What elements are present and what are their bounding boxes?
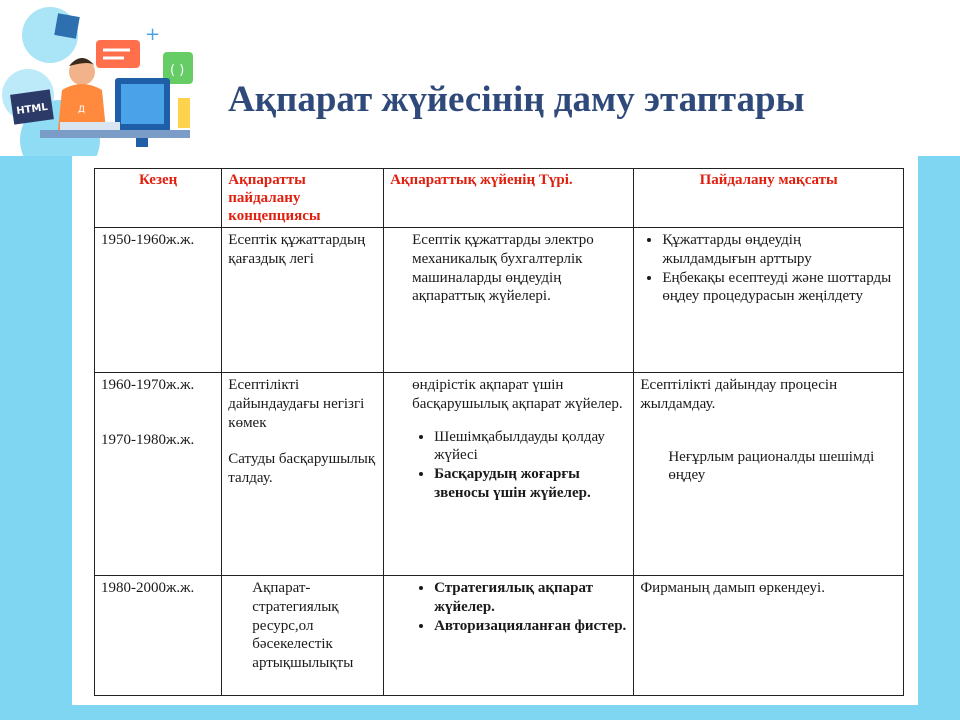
- concept-cell: Есептілікті дайындаудағы негізгі көмек Сатуды басқарушылық талдау.: [222, 373, 384, 576]
- header-period: Кезең: [95, 169, 222, 228]
- table-row: [95, 576, 904, 696]
- period-cell: 1950-1960ж.ж.: [95, 228, 222, 373]
- table-row: [95, 228, 904, 373]
- bottom-decor-strip: [0, 705, 960, 720]
- list-item: • Шешімқабылдауды қолдау жүйесі: [434, 428, 627, 466]
- svg-text:( ): ( ): [170, 63, 185, 78]
- header-type: Ақпараттық жүйенің Түрі.: [384, 169, 634, 228]
- svg-text:+: +: [145, 24, 161, 45]
- purpose-cell: Фирманың дамып өркендеуі.: [634, 576, 904, 696]
- right-decor-strip: [918, 156, 960, 705]
- purpose-cell: [634, 228, 904, 373]
- header-purpose: Пайдалану мақсаты: [634, 169, 904, 228]
- computer-illustration: [0, 0, 230, 175]
- document-image: [72, 156, 918, 705]
- left-decor-strip: [0, 156, 72, 705]
- list-item: • Стратегиялық ақпарат жүйелер.: [434, 579, 627, 617]
- period-cell: 1980-2000ж.ж.: [95, 576, 222, 696]
- stages-table: [94, 168, 904, 696]
- period-cell: 1960-1970ж.ж. 1970-1980ж.ж.: [95, 373, 222, 576]
- table-header-row: [95, 169, 904, 228]
- list-item: • Еңбекақы есептеуді және шоттарды өңдеу процедурасын жеңілдету: [662, 269, 897, 307]
- type-cell: [384, 576, 634, 696]
- list-item: • Құжаттарды өңдеудің жылдамдығын арттыру: [662, 231, 897, 269]
- page-title: Ақпарат жүйесінің даму этаптары: [228, 79, 805, 120]
- purpose-cell: Есептілікті дайындау процесін жылдамдау. Неғұрлым рационалды шешімді өңдеу: [634, 373, 904, 576]
- table-row: [95, 373, 904, 576]
- message-bubble-icon: [96, 40, 140, 68]
- svg-text:HTML: HTML: [15, 101, 49, 118]
- concept-cell: Есептік құжаттардың қағаздық легі: [222, 228, 384, 373]
- header-concept: Ақпаратты пайдалану концепциясы: [222, 169, 384, 228]
- type-cell: өндірістік ақпарат үшін басқарушылық ақпарат жүйелер. • Шешімқабылдауды қолдау жүйесі • Басқарудың жоғарғы звеносы үшін жүйелер.: [384, 373, 634, 576]
- svg-text:Д: Д: [78, 105, 86, 115]
- concept-cell: Ақпарат-стратегиялық ресурс,ол бәсекелестік артықшылықты: [222, 576, 384, 696]
- pencil-cup-icon: [178, 98, 190, 128]
- type-cell: Есептік құжаттарды электро механикалық бухгалтерлік машиналарды өңдеудің ақпараттық жүйелері.: [384, 228, 634, 373]
- list-item: • Авторизацияланған фистер.: [434, 617, 627, 636]
- list-item: • Басқарудың жоғарғы звеносы үшін жүйелер.: [434, 465, 627, 503]
